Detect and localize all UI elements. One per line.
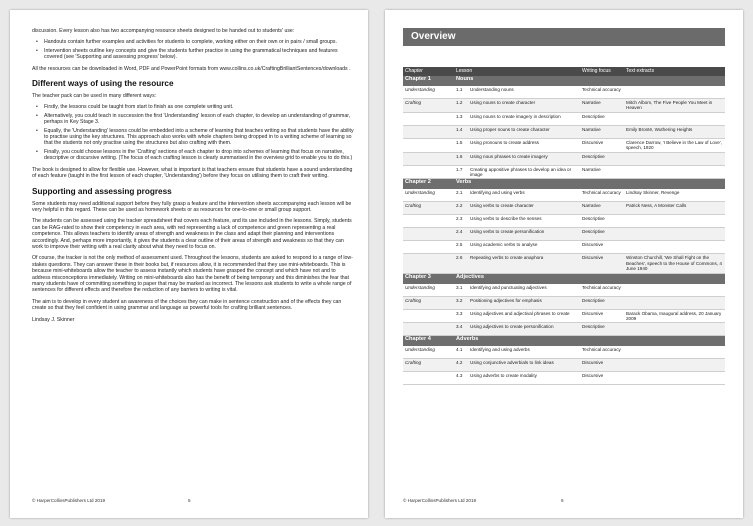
ways-heading: Different ways of using the resource bbox=[32, 79, 174, 89]
writing-focus: Narrative bbox=[580, 99, 624, 113]
table-row bbox=[403, 165, 725, 179]
writing-focus: Descriptive bbox=[580, 296, 624, 309]
chapter-name: Adjectives bbox=[454, 273, 725, 284]
lesson-number: 1.5 bbox=[454, 138, 468, 152]
writing-focus: Discursive bbox=[580, 138, 624, 152]
chapter-name: Nouns bbox=[454, 76, 725, 86]
chapter-label: Chapter 3 bbox=[403, 273, 454, 284]
lesson-title: Using verbs to create character bbox=[468, 202, 580, 215]
table-row bbox=[403, 241, 725, 254]
writing-focus: Descriptive bbox=[580, 152, 624, 165]
lesson-type bbox=[403, 152, 454, 165]
writing-focus: Narrative bbox=[580, 165, 624, 179]
lesson-type: Crafting bbox=[403, 296, 454, 309]
copyright-text: © HarperCollinsPublishers Ltd 2019 bbox=[32, 498, 106, 503]
text-extract: Mitch Albom, The Five People You Meet in Heaven bbox=[624, 99, 725, 113]
lesson-type bbox=[403, 372, 454, 385]
list-item: • Alternatively, you could teach in succession the first 'Understanding' lesson of each chapter, to develop an understanding of grammar, perhaps in Key Stage 3. bbox=[44, 113, 354, 126]
list-item: • Handouts contain further examples and activities for students to complete, working either on their own or in pairs / small groups. bbox=[44, 39, 354, 45]
lesson-title: Using adverbs to create modality bbox=[468, 372, 580, 385]
text-extract: Clarence Darrow, 'I Believe in the Law of Love', speech, 1920 bbox=[624, 138, 725, 152]
writing-focus: Narrative bbox=[580, 125, 624, 138]
writing-focus: Discursive bbox=[580, 372, 624, 385]
lesson-type bbox=[403, 112, 454, 125]
writing-focus: Technical accuracy bbox=[580, 346, 624, 359]
column-header-lesson: Lesson bbox=[454, 67, 580, 76]
lesson-type bbox=[403, 241, 454, 254]
lesson-title: Understanding nouns bbox=[468, 86, 580, 99]
writing-focus: Discursive bbox=[580, 254, 624, 273]
lesson-title: Using nouns to create imagery in description bbox=[468, 112, 580, 125]
writing-focus: Technical accuracy bbox=[580, 86, 624, 99]
support-paragraph: Of course, the tracker is not the only method of assessment used. Throughout the lessons, students are asked to respond to a range of low-stakes questions. They can answer these in their books but, if resources allow, it is recommended that they use mini-whiteboards. This is because mini-whiteboards allow the teacher to assess instantly which students have grasped the concept and which have not and to address misconceptions immediately. Writing on mini-whiteboards also has the benefit of being temporary and this diminishes the fear that many students have of committing something to paper that may be marked as incorrect. The lessons ask students to write a whole range of sentences for different effects and therefore the reduction of any barriers to writing is vital. bbox=[32, 255, 353, 294]
page-number: 6 bbox=[561, 498, 564, 503]
text-extract bbox=[624, 359, 725, 372]
ways-closing-paragraph: The book is designed to allow for flexible use. However, what is important is that teachers ensure that students have a sound understanding of each feature (taught in the first lesson of each chapter, 'Understanding') before they focus on utilising them to craft their writing. bbox=[32, 166, 353, 180]
text-extract bbox=[624, 86, 725, 99]
lesson-title: Using verbs to describe the senses bbox=[468, 215, 580, 228]
table-row bbox=[403, 215, 725, 228]
ways-bullet-list bbox=[32, 104, 354, 161]
lesson-type: Understanding bbox=[403, 189, 454, 202]
page-number: 5 bbox=[188, 498, 191, 503]
lesson-number: 1.3 bbox=[454, 112, 468, 125]
text-extract bbox=[624, 165, 725, 179]
support-heading: Supporting and assessing progress bbox=[32, 186, 172, 196]
text-extract bbox=[624, 323, 725, 336]
lesson-number: 3.1 bbox=[454, 284, 468, 297]
writing-focus: Descriptive bbox=[580, 112, 624, 125]
lesson-type bbox=[403, 309, 454, 323]
table-row bbox=[403, 99, 725, 113]
lesson-type bbox=[403, 254, 454, 273]
lesson-type bbox=[403, 165, 454, 179]
text-extract bbox=[624, 241, 725, 254]
lesson-title: Using adjectives and adjectival phrases to create bbox=[468, 309, 580, 323]
lesson-number: 2.6 bbox=[454, 254, 468, 273]
text-extract: Winston Churchill, 'We Shall Fight on the Beaches', speech to the House of Commons, 4 June 1940 bbox=[624, 254, 725, 273]
text-extract: Lindsay Skinner, Revenge bbox=[624, 189, 725, 202]
table-row bbox=[403, 323, 725, 336]
overview-table bbox=[403, 67, 725, 385]
support-paragraph: The students can be assessed using the tracker spreadsheet that covers each feature, and its use included in the lessons. Simply, students can be RAG-rated to show their competency in each area, with red representing a lack of competence and green representing a real competence. This allows teachers to identify areas of strength and weakness in the class and adapt their planning and interventions accordingly. And, perhaps more importantly, it gives the students a clear outline of their areas of strength and weakness so that they can work to improve their writing with a real clarity about what they need to focus on. bbox=[32, 218, 352, 250]
lesson-title: Using adjectives to create personification bbox=[468, 323, 580, 336]
writing-focus: Discursive bbox=[580, 359, 624, 372]
chapter-label: Chapter 2 bbox=[403, 179, 454, 190]
table-row bbox=[403, 125, 725, 138]
chapter-row bbox=[403, 179, 725, 190]
copyright-text: © HarperCollinsPublishers Ltd 2019 bbox=[403, 498, 477, 503]
text-extract bbox=[624, 372, 725, 385]
lesson-number: 2.4 bbox=[454, 228, 468, 241]
lesson-number: 3.4 bbox=[454, 323, 468, 336]
list-item: • Firstly, the lessons could be taught from start to finish as one complete writing unit. bbox=[44, 104, 354, 110]
table-header-row bbox=[403, 67, 725, 76]
lesson-type: Understanding bbox=[403, 346, 454, 359]
lesson-number: 4.2 bbox=[454, 359, 468, 372]
lesson-type bbox=[403, 138, 454, 152]
chapter-row bbox=[403, 273, 725, 284]
chapter-row bbox=[403, 76, 725, 86]
chapter-name: Verbs bbox=[454, 179, 725, 190]
ways-intro: The teacher pack can be used in many different ways: bbox=[32, 93, 157, 100]
column-header-text-extracts: Text extracts bbox=[624, 67, 725, 76]
writing-focus: Narrative bbox=[580, 202, 624, 215]
left-page bbox=[10, 10, 368, 518]
lesson-number: 3.3 bbox=[454, 309, 468, 323]
right-page-footer bbox=[385, 498, 743, 506]
text-extract: Barack Obama, Inaugural address, 20 January 2009 bbox=[624, 309, 725, 323]
table-row bbox=[403, 372, 725, 385]
writing-focus: Technical accuracy bbox=[580, 189, 624, 202]
writing-focus: Discursive bbox=[580, 241, 624, 254]
text-extract bbox=[624, 152, 725, 165]
lesson-title: Using academic verbs to analyse bbox=[468, 241, 580, 254]
right-page bbox=[385, 10, 743, 518]
table-row bbox=[403, 152, 725, 165]
list-item: • Finally, you could choose lessons in the 'Crafting' sections of each chapter to drop into schemes of learning that focus on narrative, descriptive or discursive writing. (The focus of each crafting lesson is clearly summarised in the overview grid to enable you to do this.) bbox=[44, 149, 354, 162]
chapter-row bbox=[403, 336, 725, 347]
lesson-number: 1.2 bbox=[454, 99, 468, 113]
lesson-type bbox=[403, 228, 454, 241]
table-row bbox=[403, 189, 725, 202]
column-header-chapter: Chapter bbox=[403, 67, 454, 76]
table-row bbox=[403, 254, 725, 273]
lesson-number: 4.3 bbox=[454, 372, 468, 385]
lesson-title: Positioning adjectives for emphasis bbox=[468, 296, 580, 309]
lesson-title: Identifying and punctuating adjectives bbox=[468, 284, 580, 297]
lesson-title: Repeating verbs to create anaphora bbox=[468, 254, 580, 273]
left-page-body bbox=[32, 28, 354, 328]
chapter-label: Chapter 4 bbox=[403, 336, 454, 347]
table-row bbox=[403, 359, 725, 372]
lesson-number: 1.1 bbox=[454, 86, 468, 99]
table-row bbox=[403, 284, 725, 297]
text-extract: Emily Brontë, Wuthering Heights bbox=[624, 125, 725, 138]
lesson-type bbox=[403, 125, 454, 138]
lesson-title: Using pronouns to create address bbox=[468, 138, 580, 152]
lesson-number: 2.2 bbox=[454, 202, 468, 215]
text-extract bbox=[624, 296, 725, 309]
table-row bbox=[403, 309, 725, 323]
lesson-type bbox=[403, 215, 454, 228]
writing-focus: Descriptive bbox=[580, 215, 624, 228]
text-extract bbox=[624, 284, 725, 297]
list-item: • Intervention sheets outline key concepts and give the students further practice in using the grammatical techniques and features covered (see 'Supporting and assessing progress' below). bbox=[44, 48, 354, 61]
table-row bbox=[403, 296, 725, 309]
chapter-label: Chapter 1 bbox=[403, 76, 454, 86]
column-header-writing-focus: Writing focus bbox=[580, 67, 624, 76]
text-extract bbox=[624, 346, 725, 359]
lesson-type: Crafting bbox=[403, 359, 454, 372]
lesson-number: 2.1 bbox=[454, 189, 468, 202]
intro-bullet-list bbox=[32, 39, 354, 60]
lesson-number: 2.5 bbox=[454, 241, 468, 254]
support-paragraph: The aim is to develop in every student an awareness of the choices they can make in sentence construction and of the effects they can create so that they feel confident in using grammar and language as powerful tools for crafting brilliant sentences. bbox=[32, 298, 342, 312]
lesson-title: Identifying and using verbs bbox=[468, 189, 580, 202]
lesson-title: Using noun phrases to create imagery bbox=[468, 152, 580, 165]
lesson-number: 1.6 bbox=[454, 152, 468, 165]
table-row bbox=[403, 346, 725, 359]
chapter-name: Adverbs bbox=[454, 336, 725, 347]
list-item: • Equally, the 'Understanding' lessons could be embedded into a scheme of learning that teaches writing so that students have the ability to practise using the key structures. This approach also works with whole chapters being dropped in to a writing scheme of learning so that the students not only practise using the structures but also crafting with them. bbox=[44, 128, 354, 147]
intro-paragraph: discussion. Every lesson also has two accompanying resource sheets designed to be handed out to students' use: bbox=[32, 28, 295, 34]
lesson-number: 2.3 bbox=[454, 215, 468, 228]
lesson-title: Using conjunctive adverbials to link ideas bbox=[468, 359, 580, 372]
text-extract bbox=[624, 215, 725, 228]
support-paragraph: Some students may need additional support before they fully grasp a feature and the intervention sheets accompanying each lesson will be very helpful in this regard. These can be used as homework sheets or as resources for one-to-one or small group support. bbox=[32, 200, 352, 213]
lesson-number: 1.4 bbox=[454, 125, 468, 138]
lesson-type bbox=[403, 323, 454, 336]
lesson-title: Creating appositive phrases to develop an idea or image bbox=[468, 165, 580, 179]
writing-focus: Descriptive bbox=[580, 323, 624, 336]
writing-focus: Descriptive bbox=[580, 228, 624, 241]
lesson-title: Using verbs to create personification bbox=[468, 228, 580, 241]
text-extract bbox=[624, 112, 725, 125]
table-row bbox=[403, 138, 725, 152]
lesson-number: 4.1 bbox=[454, 346, 468, 359]
writing-focus: Technical accuracy bbox=[580, 284, 624, 297]
lesson-type: Understanding bbox=[403, 86, 454, 99]
download-note: All the resources can be downloaded in Word, PDF and PowerPoint formats from www.collins.co.uk/CraftingBrilliantSentences/downloads . bbox=[32, 65, 351, 72]
table-row bbox=[403, 86, 725, 99]
lesson-type: Understanding bbox=[403, 284, 454, 297]
left-page-footer bbox=[10, 498, 368, 506]
lesson-title: Using proper nouns to create character bbox=[468, 125, 580, 138]
table-row bbox=[403, 202, 725, 215]
table-row bbox=[403, 228, 725, 241]
writing-focus: Discursive bbox=[580, 309, 624, 323]
author-signature: Lindsay J. Skinner bbox=[32, 316, 75, 323]
lesson-number: 3.2 bbox=[454, 296, 468, 309]
lesson-number: 1.7 bbox=[454, 165, 468, 179]
page-title: Overview bbox=[403, 28, 725, 46]
lesson-type: Crafting bbox=[403, 99, 454, 113]
lesson-title: Using nouns to create character bbox=[468, 99, 580, 113]
lesson-type: Crafting bbox=[403, 202, 454, 215]
table-row bbox=[403, 112, 725, 125]
lesson-title: Identifying and using adverbs bbox=[468, 346, 580, 359]
text-extract bbox=[624, 228, 725, 241]
text-extract: Patrick Ness, A Monster Calls bbox=[624, 202, 725, 215]
